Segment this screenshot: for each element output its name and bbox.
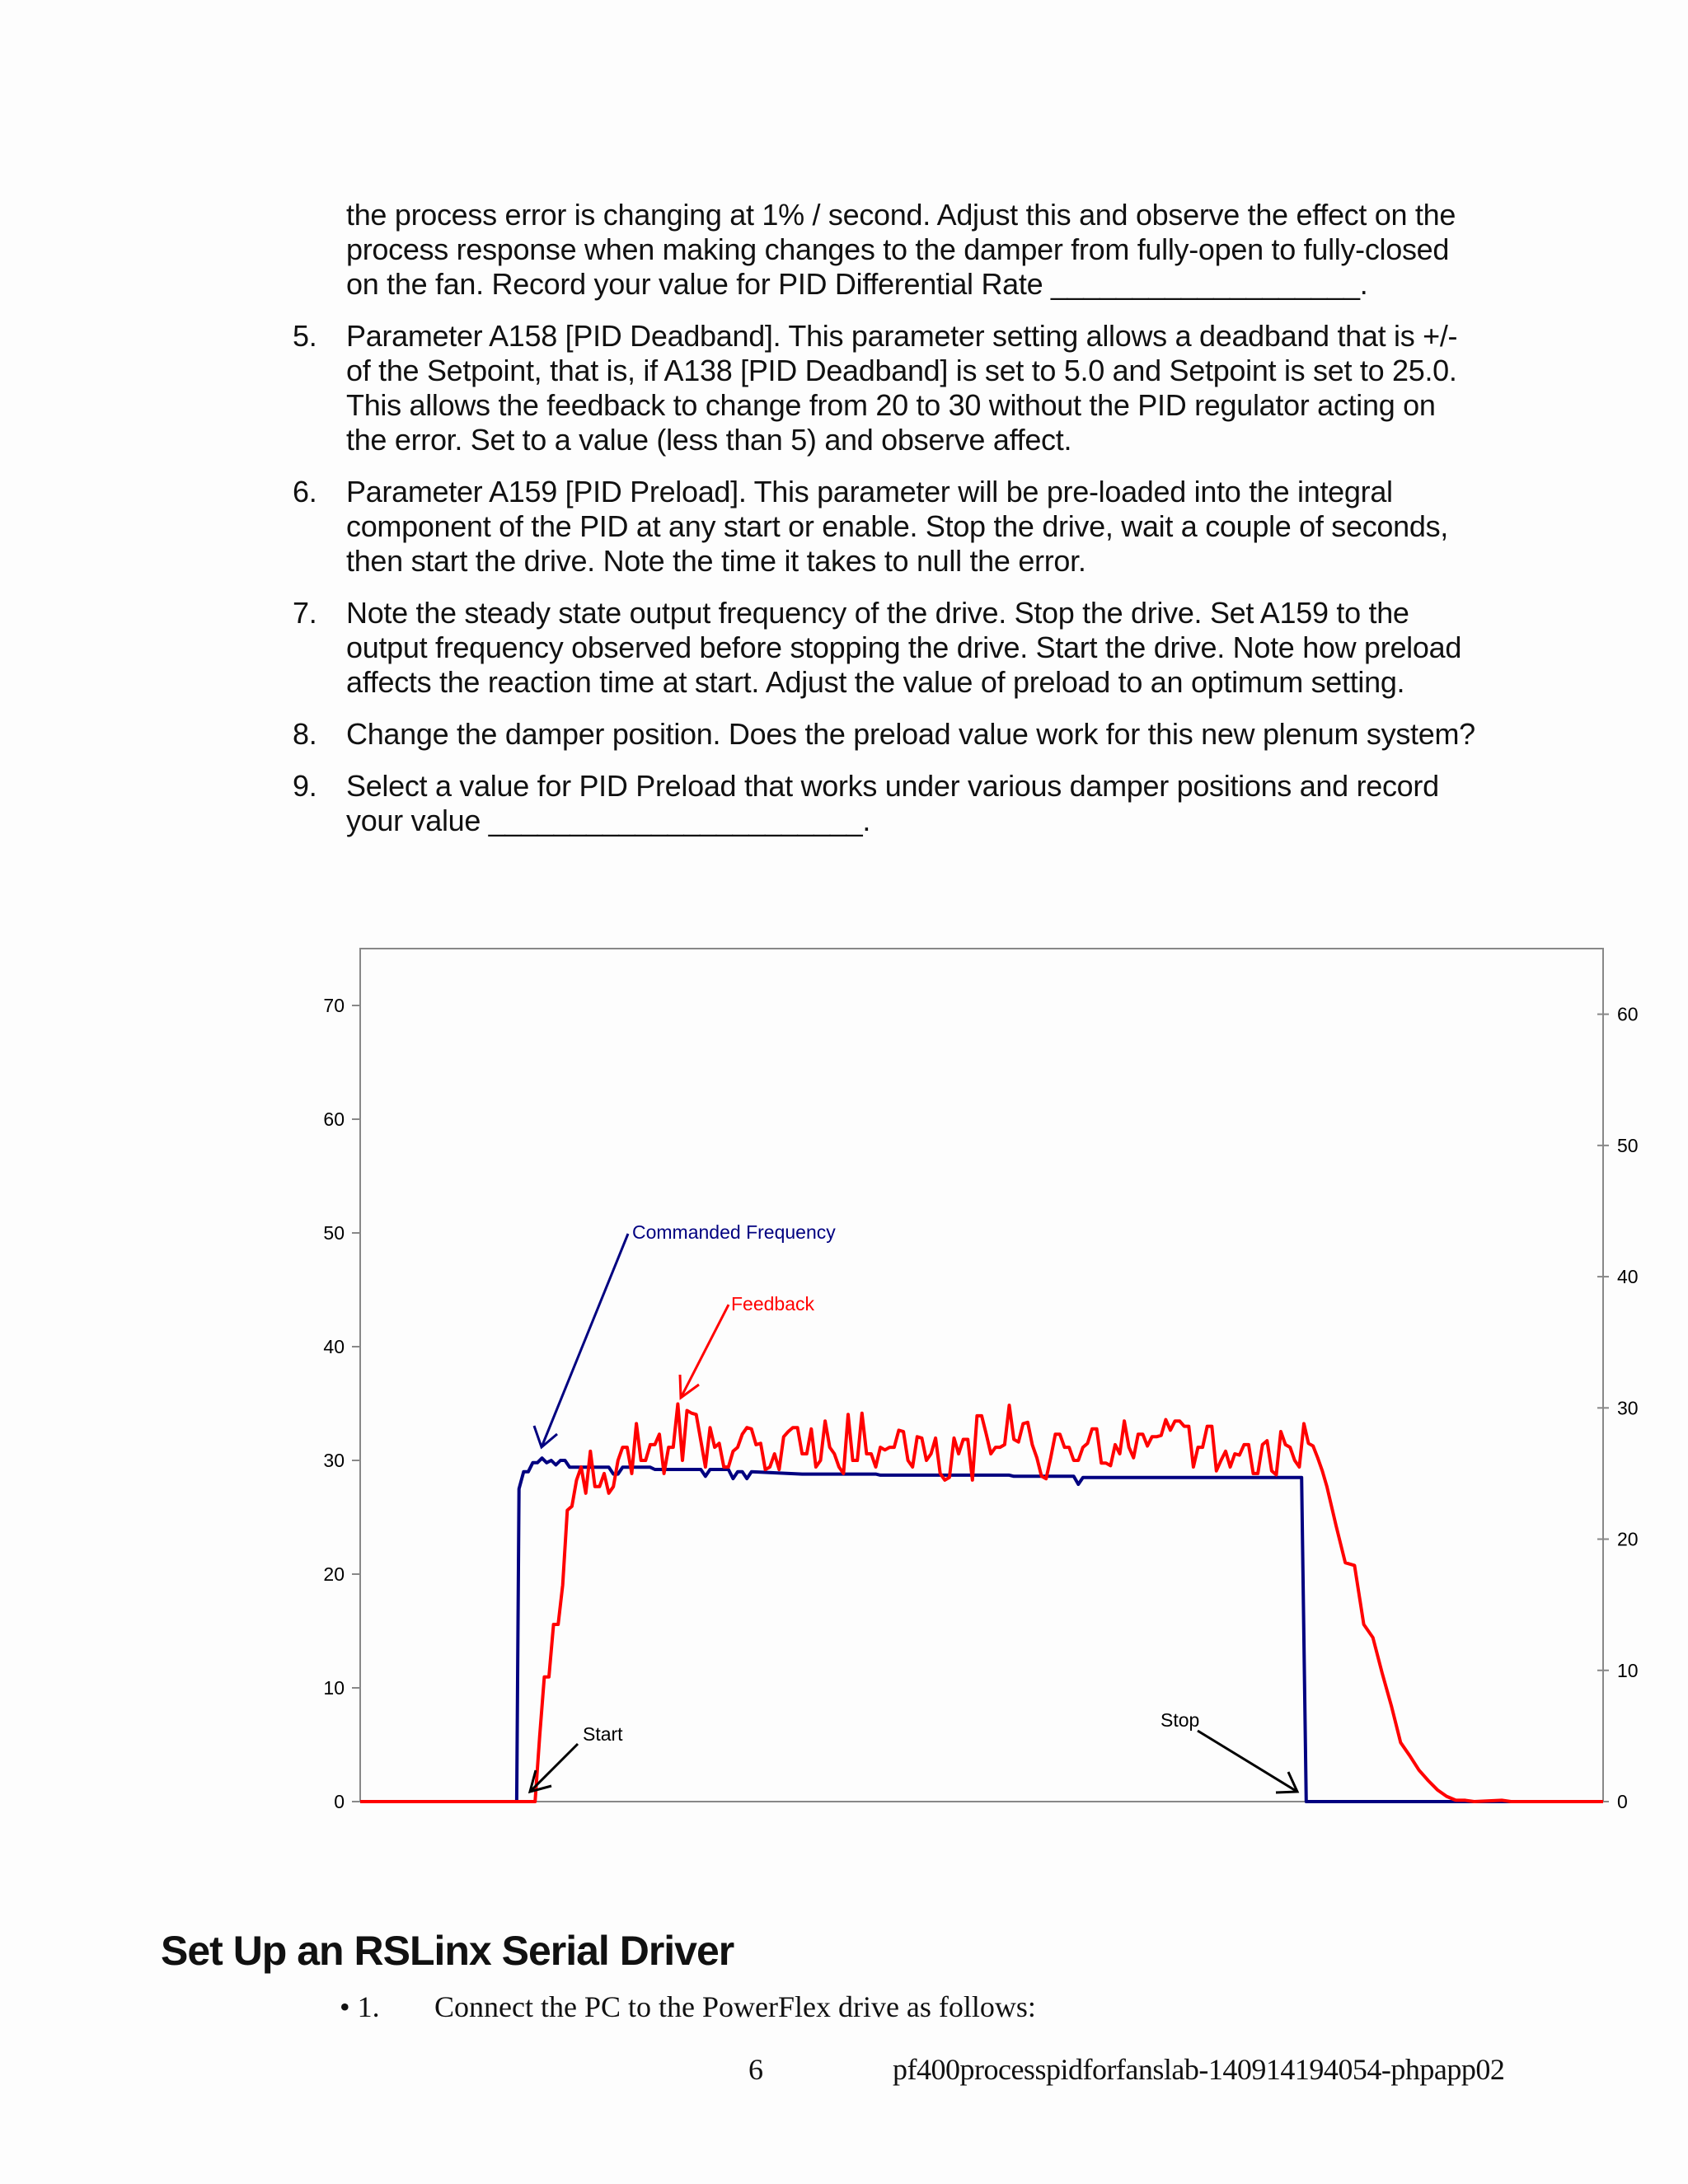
left-tick-label: 50 (323, 1222, 345, 1244)
left-tick-label: 40 (323, 1336, 345, 1357)
text-line: This allows the feedback to change from 20 to 30 without the PID regulator acting on (346, 388, 1436, 422)
text-line: Change the damper position. Does the preload value work for this new plenum system? (346, 717, 1475, 751)
left-tick-label: 10 (323, 1677, 345, 1699)
step-number: 5. (293, 319, 317, 353)
text-line: component of the PID at any start or enable. Stop the drive, wait a couple of seconds, (346, 509, 1448, 543)
text-line: Parameter A158 [PID Deadband]. This parameter setting allows a deadband that is +/- (346, 319, 1458, 353)
text-line: output frequency observed before stopping the drive. Start the drive. Note how preload (346, 630, 1462, 664)
text-line: the error. Set to a value (less than 5) and observe affect. (346, 423, 1072, 457)
bullet-text: Connect the PC to the PowerFlex drive as follows: (434, 1990, 1036, 2023)
left-tick-label: 60 (323, 1108, 345, 1130)
step-number: 8. (293, 717, 317, 751)
left-tick-label: 70 (323, 995, 345, 1016)
left-tick-label: 30 (323, 1450, 345, 1471)
annotation-label: Start (583, 1723, 623, 1745)
text-line: of the Setpoint, that is, if A138 [PID Deadband] is set to 5.0 and Setpoint is set to 25.0. (346, 354, 1457, 387)
text-line: process response when making changes to the damper from fully-open to fully-closed (346, 232, 1450, 266)
annotation-label: Feedback (731, 1293, 815, 1315)
right-tick-label: 0 (1617, 1791, 1628, 1812)
left-tick-label: 20 (323, 1563, 345, 1585)
text-line: Parameter A159 [PID Preload]. This parameter will be pre-loaded into the integral (346, 475, 1393, 509)
text-line: then start the drive. Note the time it takes to null the error. (346, 544, 1086, 578)
right-tick-label: 40 (1617, 1266, 1639, 1288)
right-tick-label: 30 (1617, 1397, 1639, 1419)
right-tick-label: 60 (1617, 1003, 1639, 1025)
step-number: 7. (293, 596, 317, 630)
bullet-item (340, 1990, 1036, 2024)
text-line: Note the steady state output frequency of the drive. Stop the drive. Set A159 to the (346, 596, 1409, 630)
right-tick-label: 10 (1617, 1659, 1639, 1681)
text-line: your value _______________________. (346, 804, 871, 837)
step-number: 9. (293, 769, 317, 803)
right-tick-label: 50 (1617, 1134, 1639, 1156)
annotation-label: Commanded Frequency (632, 1221, 836, 1243)
text-line: affects the reaction time at start. Adjust the value of preload to an optimum setting. (346, 665, 1405, 699)
left-tick-label: 0 (334, 1791, 345, 1812)
plot-area (360, 949, 1603, 1802)
text-line: on the fan. Record your value for PID Differential Rate ___________________. (346, 267, 1368, 301)
footer-filename: pf400processpidforfanslab-140914194054-phpapp02 (893, 2053, 1505, 2086)
annotation-label: Stop (1160, 1709, 1200, 1731)
text-line: the process error is changing at 1% / second. Adjust this and observe the effect on the (346, 198, 1456, 232)
step-number: 6. (293, 475, 317, 509)
text-line: Select a value for PID Preload that works under various damper positions and record (346, 769, 1439, 803)
section-heading: Set Up an RSLinx Serial Driver (161, 1928, 734, 1974)
page-number: 6 (748, 2053, 763, 2086)
bullet-marker: • 1. (340, 1990, 380, 2023)
right-tick-label: 20 (1617, 1528, 1639, 1550)
